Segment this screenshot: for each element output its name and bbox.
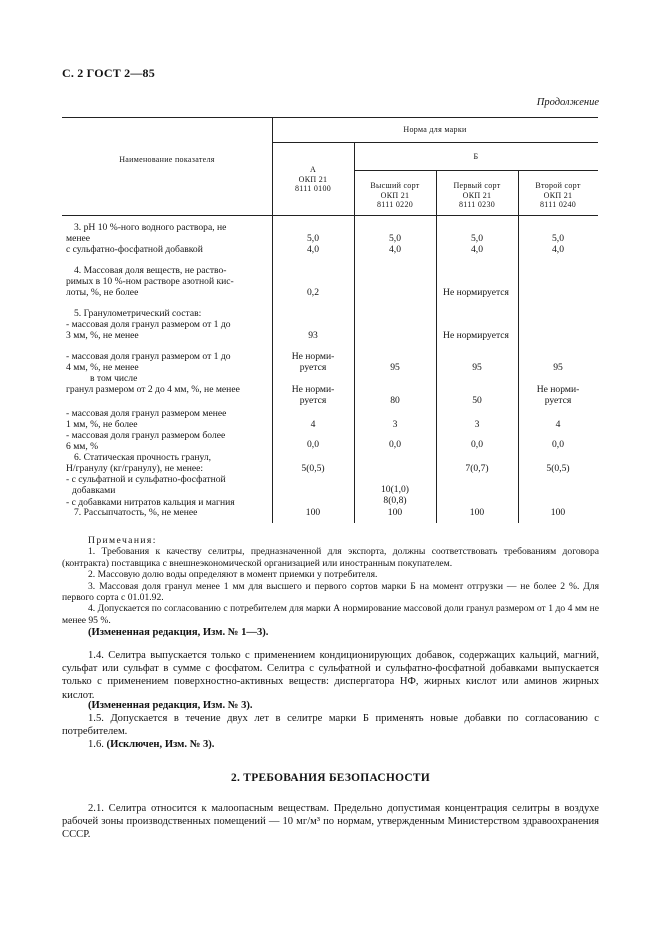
table-cell: 100 [305, 507, 321, 518]
table-cell: 3 [392, 419, 398, 430]
notes-title: Примечания: [88, 535, 157, 546]
table-cell: 5,0 4,0 [307, 233, 319, 256]
table-cell: 100 [550, 507, 566, 518]
head-b-second-grade: Второй сорт ОКП 21 8111 0240 [535, 181, 581, 209]
table-cell: 95 [390, 362, 400, 373]
table-cell: 5(0,5) [301, 463, 325, 474]
section-title: 2. ТРЕБОВАНИЯ БЕЗОПАСНОСТИ [231, 772, 430, 784]
paragraph-1-5: 1.5. Допускается в течение двух лет в селитре марки Б применять новые добавки по согласованию с потребителем. [62, 713, 599, 738]
table-row-label: - массовая доля гранул размером от 1 до 4 мм, %, не менее в том числе [66, 351, 231, 385]
table-row-label: 4. Массовая доля веществ, не раство- [74, 265, 227, 276]
table-row-label: - массовая доля гранул размером более 6 мм, % [66, 430, 226, 453]
table-row-label: 7. Рассыпчатость, %, не менее [74, 507, 198, 518]
head-indicator: Наименование показателя [119, 155, 215, 164]
paragraph-1-4: 1.4. Селитра выпускается только с применением кондиционирующих добавок, содержащих кальций, магний, сульфат или сульфат в сумме с фосфатом. Селитра с сульфатной и сульфатно-фосфатной добавками выпускается только с применением поверхностно-активных веществ: диспергатора НФ, жирных кислот или аминов жирных кислот. [62, 650, 599, 701]
notes-block [62, 535, 599, 639]
table-cell: 3 [474, 419, 480, 430]
table-cell: Не норми- руется [291, 384, 335, 407]
table-row-label: римых в 10 %-ном растворе азотной кис- лоты, %, не более [66, 276, 234, 299]
table-head-rule-1 [272, 142, 598, 143]
head-grade-a: А ОКП 21 8111 0100 [294, 165, 332, 193]
table-cell: 0,0 [471, 439, 483, 450]
table-cell: 100 [387, 507, 403, 518]
table-cell: 10(1,0) 8(0,8) [381, 484, 409, 507]
table-row-label: гранул размером от 2 до 4 мм, %, не менее [66, 384, 240, 395]
table-row-label: - массовая доля гранул размером от 1 до 3 мм, %, не менее [66, 319, 231, 342]
table-cell: 50 [472, 395, 482, 406]
table-cell: 95 [553, 362, 563, 373]
table-cell: 7(0,7) [465, 463, 489, 474]
note-item: 4. Допускается по согласованию с потребителем для марки А нормирование массовой доли гранул размером от 1 до 4 мм не менее 95 %. [62, 603, 599, 626]
table-cell: 5(0,5) [546, 463, 570, 474]
table-cell: 0,0 [307, 439, 319, 450]
table-head-rule-2 [354, 170, 598, 171]
table-cell: 4 [310, 419, 316, 430]
table-cell: 5,0 4,0 [552, 233, 564, 256]
table-cell: 93 [308, 330, 318, 341]
table-row-label: 3. рН 10 %-ного водного раствора, не [74, 222, 227, 233]
table-row-label: - массовая доля гранул размером менее 1 мм, %, не более [66, 408, 227, 431]
note-item: 2. Массовую долю воды определяют в момент приемки у потребителя. [88, 569, 378, 581]
table-top-rule [62, 117, 598, 118]
table-cell: 0,0 [552, 439, 564, 450]
table-row-label: Н/гранулу (кг/гранулу), не менее: - с сульфатной и сульфатно-фосфатной добавками - с добавками нитратов кальция и магния [66, 463, 235, 508]
page-header: С. 2 ГОСТ 2—85 [62, 66, 155, 80]
table-cell-span: Не нормируется [443, 287, 509, 298]
table-cell: 95 [472, 362, 482, 373]
table-cell: Не норми- руется [536, 384, 580, 407]
head-norm-for-grade: Норма для марки [403, 125, 467, 134]
table-row-label: 5. Гранулометрический состав: [74, 308, 202, 319]
note-item: 1. Требования к качеству селитры, предназначенной для экспорта, должны соответствовать требованиям договора (контракта) поставщика с внешнеэкономической организацией или иностранным покупателем. [62, 546, 599, 569]
head-b-top-grade: Высший сорт ОКП 21 8111 0220 [370, 181, 420, 209]
table-cell: 100 [469, 507, 485, 518]
paragraph-2-1: 2.1. Селитра относится к малоопасным веществам. Предельно допустимая концентрация селитры в воздухе рабочей зоны производственных помещений — 10 мг/м³ по нормам, утвержденным Министерством здравоохранения СССР. [62, 803, 599, 841]
notes-revision: (Измененная редакция, Изм. № 1—3). [88, 627, 269, 639]
table-row-label: 6. Статическая прочность гранул, [74, 452, 212, 463]
table-row-label: менее с сульфатно-фосфатной добавкой [66, 233, 203, 256]
norms-table [62, 117, 598, 523]
head-b-first-grade: Первый сорт ОКП 21 8111 0230 [453, 181, 501, 209]
table-cell: 80 [390, 395, 400, 406]
paragraph-1-6: 1.6. (Исключен, Изм. № 3). [88, 739, 215, 750]
continued-label: Продолжение [536, 97, 599, 108]
table-cell-span: Не нормируется [443, 330, 509, 341]
table-cell: 0,0 [389, 439, 401, 450]
head-grade-b: Б [473, 152, 479, 161]
table-cell: 5,0 4,0 [389, 233, 401, 256]
table-cell: 0,2 [307, 287, 319, 298]
table-cell: Не норми- руется [291, 351, 335, 374]
paragraph-1-4-revision: (Измененная редакция, Изм. № 3). [88, 700, 253, 711]
note-item: 3. Массовая доля гранул менее 1 мм для высшего и первого сортов марки Б на момент отгрузки — не более 2 %. Для первого сорта с 01.01.92. [62, 580, 599, 604]
table-cell: 4 [555, 419, 561, 430]
table-cell: 5,0 4,0 [471, 233, 483, 256]
